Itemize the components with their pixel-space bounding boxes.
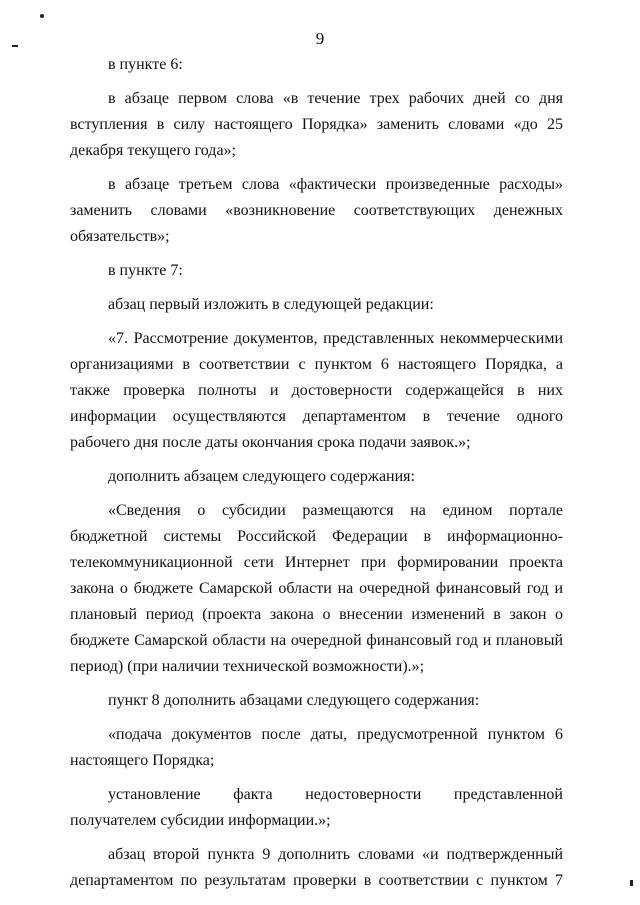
body-text: [70, 52, 563, 894]
scan-mark-edge: [630, 880, 633, 886]
paragraph: абзац второй пункта 9 дополнить словами «и подтвержденный департаментом по результатам проверки в соответствии с пунктом 7: [70, 846, 563, 889]
paragraph: в пункте 7:: [108, 262, 183, 279]
scan-mark-dot: [40, 14, 44, 18]
paragraph: «подача документов после даты, предусмотренной пунктом 6 настоящего Порядка;: [70, 726, 563, 769]
paragraph: дополнить абзацем следующего содержания:: [108, 468, 415, 485]
paragraph: установление факта недостоверности представленной получателем субсидии информации.»;: [70, 786, 563, 829]
paragraph: в пункте 6:: [108, 56, 183, 73]
paragraph: абзац первый изложить в следующей редакции:: [108, 296, 434, 313]
paragraph: в абзаце первом слова «в течение трех рабочих дней со дня вступления в силу настоящего Порядка» заменить словами «до 25 декабря текущего года»;: [70, 90, 563, 159]
paragraph: «7. Рассмотрение документов, представленных некоммерческими организациями в соответствии с пунктом 6 настоящего Порядка, а также проверка полноты и достоверности содержащейся в них информации осуществляются департаментом в течение одного рабочего дня после даты окончания срока подачи заявок.»;: [70, 330, 563, 451]
paragraph: пункт 8 дополнить абзацами следующего содержания:: [108, 692, 480, 709]
paragraph: в абзаце третьем слова «фактически произведенные расходы» заменить словами «возникновение соответствующих денежных обязательств»;: [70, 176, 563, 245]
page-number: 9: [315, 29, 325, 48]
paragraph: «Сведения о субсидии размещаются на едином портале бюджетной системы Российской Федерации в информационно-телекоммуникационной сети Интернет при формировании проекта закона о бюджете Самарской области на очередной финансовый год и плановый период (проекта закона о внесении изменений в закон о бюджете Самарской области на очередной финансовый год и плановый период) (при наличии технической возможности).»;: [70, 502, 563, 675]
